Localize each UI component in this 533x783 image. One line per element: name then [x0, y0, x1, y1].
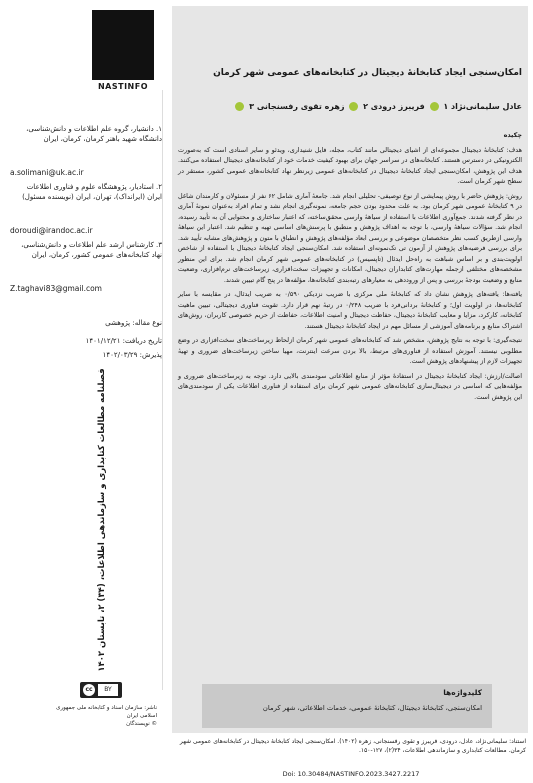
main-column	[172, 6, 528, 733]
by-icon: BY	[98, 684, 118, 696]
publisher-line: ناشر: سازمان اسناد و کتابخانه ملی جمهوری اسلامی ایران	[56, 705, 157, 719]
email-2[interactable]: doroudi@irandoc.ac.ir	[10, 226, 93, 235]
authors-copyright: © نویسندگان	[126, 721, 157, 727]
journal-line: فصلنامه مطالعات کتابداری و سازماندهی اطلاعات، (۳۴) ۲، تابستان ۱۴۰۲	[97, 368, 107, 672]
abstract-method: روش: پژوهش حاضر با روش پیمایشی از نوع توصیفی- تحلیلی انجام شد. جامعهٔ آماری شامل ۶۲ نفر از مسئولان و کارمندان شاغل در ۹ کتابخانهٔ عمومی شهر کرمان بود. به علت محدود بودن حجم جامعه، نمونه‌گیری انجام نشد و تمام افراد به‌عنوان نمونهٔ آماری در نظر گرفته شدند. جمع‌آوری اطلاعات با استفاده از سیاههٔ وارسی محقق‌ساخته، که اعتبار ساختاری و محتوایی آن به تأیید رسیده، انجام شد. سؤالات سیاههٔ وارسی، با توجه به اهداف پژوهش و منطبق با پرسش‌های اساسی تهیه و تنظیم شد. اعتبار این سیاههٔ وارسی ازطریق کسب نظر متخصصان موضوعی و بررسی ابعاد مؤلفه‌های پژوهش و انطباق با متون و پژوهش‌های مشابه تأیید شد. برای بررسی فرضیه‌های پژوهش از آزمون تی تک‌نمونه‌ای استفاده شد. امکان‌سنجی ایجاد کتابخانهٔ دیجیتال با استفاده از شاخص اولویت‌بندی و بر اساس شباهت به راه‌حل ایدئال (تاپسیس) در کتابخانه‌های عمومی شهر کرمان انجام شد. برای این منظور مشخصه‌های مختلفی ازجمله مهارت‌های کتابداران دیجیتال، امکانات و تجهیزات سخت‌افزاری، زیرساخت‌های نرم‌افزاری، وضعیت منابع و وضعیت بودجهٔ بررسی و پس از ورود‌دهی به معیارهای رتبه‌بندی کتابخانه‌ها، مؤلفه‌ها در پنج گام تبیین شدند.	[178, 191, 522, 284]
author-2: فریبرز درودی ۲	[363, 102, 425, 111]
abstract-goal: هدف: کتابخانهٔ دیجیتال مجموعه‌ای از اشیای دیجیتالی مانند کتاب، مجله، فایل شنیداری، ویدئو و سایر اسنادی است که به‌صورت الکترونیکی در دسترس هستند. کتابخانه‌های در سراسر جهان برای بهبود کیفیت خدمات خود از کتابخانه‌های دیجیتال استفاده می‌کنند. هدف این پژوهش، امکان‌سنجی ایجاد کتابخانهٔ دیجیتال در کتابخانه‌های عمومی زیرنظر نهاد کتابخانه‌های عمومی کشور، مستقر در سطح شهر کرمان است.	[178, 145, 522, 185]
abstract-heading: چکیده	[503, 131, 522, 139]
orcid-icon[interactable]	[349, 102, 358, 111]
article-title: امکان‌سنجی ایجاد کتابخانهٔ دیجیتال در کتابخانه‌های عمومی شهر کرمان	[213, 68, 522, 78]
doi-link[interactable]: Doi: 10.30484/NASTINFO.2023.3427.2217	[282, 770, 420, 778]
abstract	[178, 130, 522, 406]
journal-logo	[92, 10, 154, 94]
citation: استناد: سلیمانی‌نژاد، عادل، درودی، فریبرز و تقوی رفسنجانی، زهره (۱۴۰۲). امکان‌سنجی ایجاد کتابخانهٔ دیجیتال در کتابخانه‌های عمومی شهر کرمان. مطالعات کتابداری و سازماندهی اطلاعات، ۳۴(۲)، ۱۲۷-۱۵۰.	[179, 738, 526, 754]
keywords-box	[202, 684, 492, 728]
author-3: زهره تقوی رفسنجانی ۳	[249, 102, 345, 111]
article-type: نوع مقاله: پژوهشی	[105, 319, 162, 327]
sidebar-divider	[162, 90, 163, 690]
affiliation-1: ۱. دانشیار، گروه علم اطلاعات و دانش‌شناسی، دانشگاه شهید باهنر کرمان، کرمان، ایران	[26, 125, 162, 143]
accepted-date: پذیرش: ۱۴۰۲/۰۳/۲۹	[102, 351, 162, 359]
abstract-findings: یافته‌ها: یافته‌های پژوهش نشان داد که کتابخانهٔ ملی مرکزی با ضریب نزدیکی ۰/۵۹۰ به ضریب ایدئال، در مقایسه با سایر کتابخانه‌ها، در اولویت اول؛ و کتابخانهٔ بردانی‌فرد با ضریب ۰/۲۴۸ در رتبهٔ نهم قرار دارد. تقویت فناوری دیجیتالی، تبیین ماهیت کتابخانه، کارکرد، مزایا و معایب کتابخانهٔ دیجیتال، حفاظت دیجیتال و امنیت اطلاعات، حفاظت از حریم خصوصی کاربران، روش‌های اشتراک منابع و برنامه‌های آموزشی از مسائل مهم در ایجاد کتابخانهٔ دیجیتال هستند.	[178, 290, 523, 330]
affiliation-3: ۳. کارشناس ارشد علم اطلاعات و دانش‌شناسی، نهاد کتابخانه‌های عمومی کشور، کرمان، ایران	[21, 241, 162, 259]
copyright	[45, 704, 157, 728]
logo-text: NASTINFO	[97, 82, 149, 91]
email-3[interactable]: Z.taghavi83@gmail.com	[10, 284, 102, 293]
journal-name-vertical	[94, 360, 110, 680]
author-1: عادل سلیمانی‌نژاد ۱	[443, 102, 522, 111]
sidebar	[0, 0, 168, 783]
keywords-title: کلیدواژه‌ها	[443, 688, 482, 697]
orcid-icon[interactable]	[430, 102, 439, 111]
received-date: تاریخ دریافت: ۱۴۰۱/۱۲/۲۱	[85, 337, 162, 345]
logo-calligraphy-icon	[92, 10, 154, 80]
email-1[interactable]: a.solimani@uk.ac.ir	[10, 168, 84, 177]
cc-icon: cc	[83, 684, 95, 696]
cc-license-badge[interactable]	[80, 682, 122, 698]
affiliation-2: ۲. استادیار، پژوهشگاه علوم و فناوری اطلاعات ایران (ایرانداک)، تهران، ایران (نویسنده مسئول)	[22, 183, 162, 201]
orcid-icon[interactable]	[235, 102, 244, 111]
abstract-originality: اصالت/ارزش: ایجاد کتابخانهٔ دیجیتال در استفادهٔ مؤثر از منابع اطلاعاتی سودمندی بالایی دارد. توجه به زیرساخت‌های ضروری و مؤلفه‌هایی که اساسی در دیجیتال‌سازی کتابخانه‌های عمومی شهر کرمان برای استفاده از فناوری اطلاعات یکی از سودمندی‌های این پژوهش است.	[178, 371, 522, 401]
author-list	[178, 102, 522, 111]
abstract-conclusion: نتیجه‌گیری: با توجه به نتایج پژوهش، مشخص شد که کتابخانه‌های عمومی شهر کرمان ازلحاظ زیرساخت‌های سخت‌افزاری در وضع مطلوبی نیستند. آموزش استفاده از فناوری‌های مرتبط، بالا بردن سرعت اینترنت، مهیا ساختن زیرساخت‌های ضروری و تهیهٔ تجهیزات لازم از پیشنهادهای پژوهش است.	[178, 336, 522, 365]
keywords-list: امکان‌سنجی، کتابخانهٔ دیجیتال، کتابخانهٔ عمومی، خدمات اطلاعاتی، شهر کرمان	[262, 704, 482, 712]
